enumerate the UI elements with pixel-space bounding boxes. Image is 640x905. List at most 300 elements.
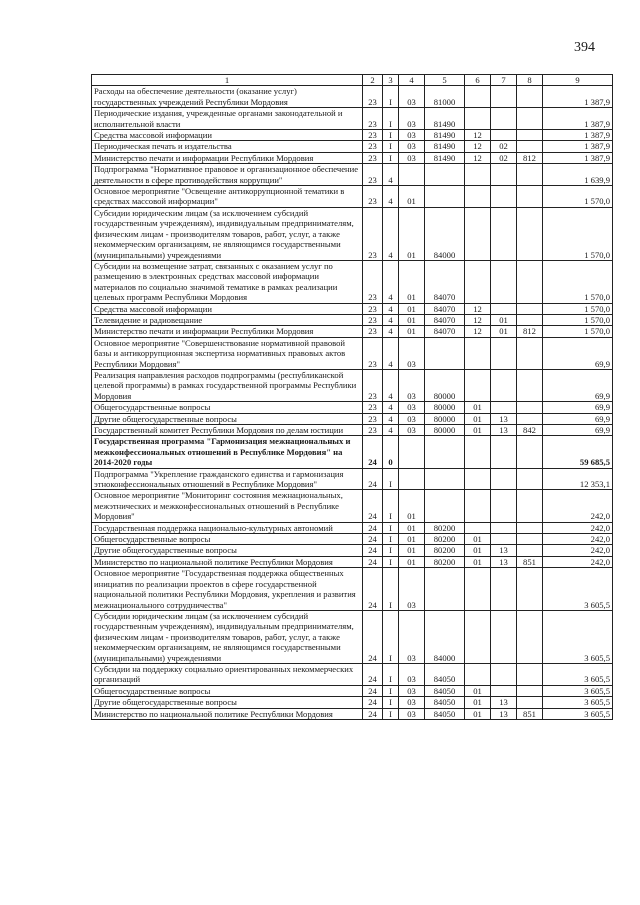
code-ministry: [517, 207, 543, 260]
code-section: 01: [465, 425, 491, 436]
code-program: 23: [363, 402, 383, 413]
amount: 1 387,9: [543, 130, 613, 141]
code-section: [465, 164, 491, 186]
code-subsection: 01: [491, 326, 517, 337]
code-section: [465, 610, 491, 663]
table-row: [92, 260, 613, 303]
code-section: 01: [465, 402, 491, 413]
column-header: 6: [465, 75, 491, 86]
column-header: 4: [399, 75, 425, 86]
code-program: 23: [363, 130, 383, 141]
table-row: [92, 186, 613, 208]
code-activity: 03: [399, 425, 425, 436]
code-ministry: [517, 337, 543, 369]
code-program: 23: [363, 164, 383, 186]
code-direction: 81000: [425, 86, 465, 108]
code-subprogram: I: [383, 610, 399, 663]
row-description: Государственная программа "Гармонизация межнациональных и межконфессиональных отношений в Республике Мордовия" на 2014-2020 годы: [92, 436, 363, 468]
amount: 69,9: [543, 369, 613, 401]
code-ministry: [517, 663, 543, 685]
amount: 1 570,0: [543, 207, 613, 260]
amount: 242,0: [543, 522, 613, 533]
code-activity: [399, 468, 425, 490]
code-program: 23: [363, 326, 383, 337]
column-header: 3: [383, 75, 399, 86]
budget-table: [91, 74, 613, 720]
row-description: Министерство по национальной политике Республики Мордовия: [92, 556, 363, 567]
amount: 3 605,5: [543, 663, 613, 685]
code-activity: 03: [399, 402, 425, 413]
code-activity: 03: [399, 568, 425, 611]
code-subsection: [491, 303, 517, 314]
code-subsection: [491, 260, 517, 303]
code-program: 24: [363, 663, 383, 685]
row-description: Расходы на обеспечение деятельности (оказание услуг) государственных учреждений Республики Мордовия: [92, 86, 363, 108]
code-direction: 84000: [425, 207, 465, 260]
code-subsection: 13: [491, 556, 517, 567]
row-description: Основное мероприятие "Мониторинг состояния межнациональных, межэтнических и межконфессиональных отношений в Республике Мордовия": [92, 490, 363, 522]
row-description: Другие общегосударственные вопросы: [92, 413, 363, 424]
code-section: [465, 568, 491, 611]
code-activity: 01: [399, 260, 425, 303]
row-description: Субсидии на поддержку социально ориентированных некоммерческих организаций: [92, 663, 363, 685]
code-ministry: [517, 186, 543, 208]
amount: 69,9: [543, 425, 613, 436]
row-description: Средства массовой информации: [92, 130, 363, 141]
amount: 1 570,0: [543, 260, 613, 303]
row-description: Подпрограмма "Укрепление гражданского единства и гармонизация этноконфессиональных отношений в Республике Мордовия": [92, 468, 363, 490]
amount: 1 570,0: [543, 326, 613, 337]
code-activity: 01: [399, 326, 425, 337]
code-ministry: 851: [517, 708, 543, 719]
row-description: Основное мероприятие "Государственная поддержка общественных инициатив по реализации проектов в сфере государственной национальной политики Республики Мордовия, укрепления и развития межнационального сотрудничества": [92, 568, 363, 611]
table-row: [92, 697, 613, 708]
code-direction: 84050: [425, 708, 465, 719]
row-description: Периодическая печать и издательства: [92, 141, 363, 152]
code-subsection: 13: [491, 697, 517, 708]
code-direction: [425, 490, 465, 522]
code-program: 23: [363, 314, 383, 325]
code-direction: 81490: [425, 152, 465, 163]
code-direction: [425, 436, 465, 468]
code-program: 23: [363, 141, 383, 152]
code-ministry: 812: [517, 326, 543, 337]
code-direction: 84070: [425, 314, 465, 325]
table-row: [92, 303, 613, 314]
code-direction: 84050: [425, 663, 465, 685]
code-subsection: [491, 490, 517, 522]
table-row: [92, 708, 613, 719]
code-subprogram: I: [383, 534, 399, 545]
amount: 1 570,0: [543, 186, 613, 208]
code-section: [465, 663, 491, 685]
row-description: Субсидии на возмещение затрат, связанных с оказанием услуг по размещению в электронных средствах массовой информации материалов по социально значимой тематике в рамках реализации целевых программ Республики Мордовия: [92, 260, 363, 303]
code-section: 01: [465, 685, 491, 696]
code-activity: 01: [399, 522, 425, 533]
amount: 1 570,0: [543, 314, 613, 325]
code-activity: 03: [399, 663, 425, 685]
page-number: 394: [574, 40, 595, 55]
row-description: Министерство печати и информации Республики Мордовия: [92, 152, 363, 163]
code-ministry: [517, 260, 543, 303]
code-program: 24: [363, 556, 383, 567]
code-subprogram: 4: [383, 314, 399, 325]
amount: 1 387,9: [543, 86, 613, 108]
code-activity: 03: [399, 141, 425, 152]
code-subprogram: I: [383, 130, 399, 141]
amount: 1 639,9: [543, 164, 613, 186]
code-ministry: [517, 86, 543, 108]
code-direction: [425, 468, 465, 490]
code-subprogram: I: [383, 545, 399, 556]
code-ministry: [517, 568, 543, 611]
code-subsection: 13: [491, 425, 517, 436]
code-subsection: [491, 108, 517, 130]
code-activity: 03: [399, 152, 425, 163]
table-row: [92, 337, 613, 369]
code-ministry: [517, 108, 543, 130]
code-ministry: [517, 436, 543, 468]
code-program: 24: [363, 568, 383, 611]
code-section: [465, 468, 491, 490]
code-program: 24: [363, 610, 383, 663]
table-row: [92, 108, 613, 130]
code-direction: 80200: [425, 534, 465, 545]
code-subsection: [491, 130, 517, 141]
code-section: [465, 436, 491, 468]
code-subsection: [491, 685, 517, 696]
code-subsection: [491, 468, 517, 490]
code-subprogram: 4: [383, 186, 399, 208]
code-section: [465, 108, 491, 130]
amount: 1 387,9: [543, 108, 613, 130]
code-section: [465, 522, 491, 533]
code-ministry: [517, 545, 543, 556]
code-direction: 80200: [425, 556, 465, 567]
amount: 3 605,5: [543, 697, 613, 708]
code-activity: 03: [399, 413, 425, 424]
code-subprogram: 4: [383, 260, 399, 303]
code-program: 23: [363, 207, 383, 260]
code-ministry: [517, 369, 543, 401]
table-body: [92, 86, 613, 720]
code-subprogram: 4: [383, 326, 399, 337]
code-subsection: [491, 164, 517, 186]
code-activity: [399, 436, 425, 468]
code-subprogram: 4: [383, 413, 399, 424]
code-section: 01: [465, 534, 491, 545]
code-section: 01: [465, 556, 491, 567]
code-section: 01: [465, 708, 491, 719]
amount: 3 605,5: [543, 685, 613, 696]
row-description: Периодические издания, учрежденные органами законодательной и исполнительной власти: [92, 108, 363, 130]
code-subprogram: 4: [383, 164, 399, 186]
code-direction: 80000: [425, 413, 465, 424]
code-ministry: [517, 164, 543, 186]
code-program: 23: [363, 108, 383, 130]
amount: 3 605,5: [543, 708, 613, 719]
code-program: 23: [363, 86, 383, 108]
code-subsection: [491, 522, 517, 533]
code-program: 23: [363, 337, 383, 369]
code-program: 24: [363, 490, 383, 522]
code-program: 24: [363, 522, 383, 533]
code-direction: 80200: [425, 522, 465, 533]
code-direction: 84000: [425, 610, 465, 663]
table-row: [92, 413, 613, 424]
column-header: 1: [92, 75, 363, 86]
code-subsection: 02: [491, 152, 517, 163]
code-program: 24: [363, 534, 383, 545]
code-section: 12: [465, 303, 491, 314]
row-description: Средства массовой информации: [92, 303, 363, 314]
code-activity: 01: [399, 490, 425, 522]
code-subprogram: I: [383, 490, 399, 522]
code-direction: 81490: [425, 130, 465, 141]
row-description: Подпрограмма "Нормативное правовое и организационное обеспечение деятельности в сфере противодействия коррупции": [92, 164, 363, 186]
code-ministry: [517, 141, 543, 152]
row-description: Основное мероприятие "Освещение антикоррупционной тематики в средствах массовой информации": [92, 186, 363, 208]
code-direction: 84070: [425, 326, 465, 337]
code-section: 12: [465, 130, 491, 141]
code-program: 24: [363, 685, 383, 696]
code-direction: 84070: [425, 303, 465, 314]
code-subprogram: I: [383, 522, 399, 533]
code-activity: [399, 164, 425, 186]
code-direction: 80000: [425, 402, 465, 413]
code-activity: 03: [399, 337, 425, 369]
amount: 242,0: [543, 545, 613, 556]
code-activity: 01: [399, 534, 425, 545]
row-description: Министерство по национальной политике Республики Мордовия: [92, 708, 363, 719]
table-row: [92, 556, 613, 567]
column-header: 9: [543, 75, 613, 86]
code-activity: 01: [399, 545, 425, 556]
code-subsection: [491, 369, 517, 401]
code-subsection: 01: [491, 314, 517, 325]
code-activity: 01: [399, 556, 425, 567]
code-program: 24: [363, 697, 383, 708]
code-ministry: [517, 610, 543, 663]
row-description: Основное мероприятие "Совершенствование нормативной правовой базы и антикоррупционная экспертиза нормативных правовых актов Республики Мордовия": [92, 337, 363, 369]
code-subsection: 02: [491, 141, 517, 152]
code-subprogram: I: [383, 708, 399, 719]
code-ministry: [517, 490, 543, 522]
code-program: 23: [363, 152, 383, 163]
code-direction: 81490: [425, 108, 465, 130]
code-subsection: [491, 186, 517, 208]
amount: 1 387,9: [543, 152, 613, 163]
table-row: [92, 468, 613, 490]
code-program: 23: [363, 369, 383, 401]
code-program: 24: [363, 708, 383, 719]
code-ministry: [517, 413, 543, 424]
code-subsection: 13: [491, 708, 517, 719]
row-description: Субсидии юридическим лицам (за исключением субсидий государственным учреждениям), индивидуальным предпринимателям, физическим лицам - производителям товаров, работ, услуг, а также некоммерческим организациям, не являющимся государственными (муниципальными) учреждениями: [92, 207, 363, 260]
amount: 69,9: [543, 337, 613, 369]
code-subsection: [491, 337, 517, 369]
code-subprogram: I: [383, 152, 399, 163]
table-row: [92, 663, 613, 685]
code-section: [465, 86, 491, 108]
code-program: 23: [363, 425, 383, 436]
code-direction: [425, 337, 465, 369]
code-activity: 03: [399, 108, 425, 130]
code-program: 23: [363, 260, 383, 303]
code-direction: 84070: [425, 260, 465, 303]
table-row: [92, 369, 613, 401]
code-direction: [425, 568, 465, 611]
row-description: Государственный комитет Республики Мордовия по делам юстиции: [92, 425, 363, 436]
code-direction: 80200: [425, 545, 465, 556]
table-row: [92, 130, 613, 141]
code-ministry: 842: [517, 425, 543, 436]
code-ministry: 851: [517, 556, 543, 567]
code-activity: 01: [399, 207, 425, 260]
row-description: Общегосударственные вопросы: [92, 402, 363, 413]
code-program: 23: [363, 186, 383, 208]
table-header-row: [92, 75, 613, 86]
code-section: 01: [465, 697, 491, 708]
row-description: Государственная поддержка национально-культурных автономий: [92, 522, 363, 533]
code-subprogram: 4: [383, 402, 399, 413]
code-subprogram: I: [383, 468, 399, 490]
code-ministry: [517, 130, 543, 141]
code-subsection: 13: [491, 413, 517, 424]
code-subprogram: I: [383, 663, 399, 685]
row-description: Другие общегосударственные вопросы: [92, 545, 363, 556]
code-activity: 03: [399, 610, 425, 663]
code-subprogram: 0: [383, 436, 399, 468]
column-header: 8: [517, 75, 543, 86]
row-description: Другие общегосударственные вопросы: [92, 697, 363, 708]
amount: 59 685,5: [543, 436, 613, 468]
column-header: 2: [363, 75, 383, 86]
amount: 242,0: [543, 556, 613, 567]
code-activity: 03: [399, 130, 425, 141]
code-direction: [425, 186, 465, 208]
code-subsection: 13: [491, 545, 517, 556]
code-direction: 84050: [425, 697, 465, 708]
code-section: 12: [465, 152, 491, 163]
table-row: [92, 326, 613, 337]
table-row: [92, 207, 613, 260]
code-section: 01: [465, 545, 491, 556]
code-ministry: [517, 314, 543, 325]
amount: 1 570,0: [543, 303, 613, 314]
row-description: Министерство печати и информации Республики Мордовия: [92, 326, 363, 337]
code-program: 24: [363, 436, 383, 468]
code-subsection: [491, 610, 517, 663]
table-row: [92, 86, 613, 108]
code-section: 12: [465, 326, 491, 337]
budget-table-container: [91, 74, 612, 720]
code-activity: 03: [399, 697, 425, 708]
code-section: 01: [465, 413, 491, 424]
code-activity: 01: [399, 314, 425, 325]
code-direction: 80000: [425, 369, 465, 401]
amount: 3 605,5: [543, 568, 613, 611]
row-description: Реализация направления расходов подпрограммы (республиканской целевой программы) в рамках государственной программы Республики Мордовия: [92, 369, 363, 401]
code-direction: 80000: [425, 425, 465, 436]
code-subprogram: I: [383, 141, 399, 152]
row-description: Общегосударственные вопросы: [92, 685, 363, 696]
code-direction: 84050: [425, 685, 465, 696]
table-row: [92, 610, 613, 663]
amount: 69,9: [543, 402, 613, 413]
table-row: [92, 522, 613, 533]
code-subprogram: I: [383, 86, 399, 108]
code-direction: [425, 164, 465, 186]
code-subprogram: I: [383, 568, 399, 611]
code-ministry: [517, 534, 543, 545]
row-description: Телевидение и радиовещание: [92, 314, 363, 325]
code-subprogram: I: [383, 697, 399, 708]
code-section: [465, 490, 491, 522]
code-section: [465, 369, 491, 401]
table-row: [92, 534, 613, 545]
amount: 242,0: [543, 490, 613, 522]
amount: 1 387,9: [543, 141, 613, 152]
code-ministry: [517, 303, 543, 314]
code-subsection: [491, 534, 517, 545]
row-description: Общегосударственные вопросы: [92, 534, 363, 545]
table-row: [92, 164, 613, 186]
code-subprogram: 4: [383, 425, 399, 436]
code-section: 12: [465, 314, 491, 325]
code-subsection: [491, 568, 517, 611]
table-row: [92, 545, 613, 556]
table-row: [92, 490, 613, 522]
code-subsection: [491, 86, 517, 108]
code-subsection: [491, 436, 517, 468]
code-subprogram: 4: [383, 207, 399, 260]
column-header: 7: [491, 75, 517, 86]
table-row: [92, 436, 613, 468]
code-program: 24: [363, 545, 383, 556]
code-section: [465, 207, 491, 260]
code-activity: 01: [399, 303, 425, 314]
code-subprogram: 4: [383, 337, 399, 369]
row-description: Субсидии юридическим лицам (за исключением субсидий государственным учреждениям), индивидуальным предпринимателям, физическим лицам - производителям товаров, работ, услуг, а также некоммерческим организациям, не являющимся государственными (муниципальными) учреждениями: [92, 610, 363, 663]
amount: 12 353,1: [543, 468, 613, 490]
table-row: [92, 568, 613, 611]
code-ministry: [517, 402, 543, 413]
code-subprogram: I: [383, 685, 399, 696]
code-section: 12: [465, 141, 491, 152]
table-row: [92, 402, 613, 413]
code-ministry: 812: [517, 152, 543, 163]
code-subsection: [491, 663, 517, 685]
code-activity: 03: [399, 86, 425, 108]
code-section: [465, 337, 491, 369]
code-activity: 03: [399, 708, 425, 719]
code-ministry: [517, 522, 543, 533]
table-row: [92, 314, 613, 325]
code-subsection: [491, 207, 517, 260]
code-subsection: [491, 402, 517, 413]
code-activity: 01: [399, 186, 425, 208]
code-subprogram: 4: [383, 303, 399, 314]
code-subprogram: 4: [383, 369, 399, 401]
table-row: [92, 685, 613, 696]
code-direction: 81490: [425, 141, 465, 152]
code-ministry: [517, 685, 543, 696]
table-row: [92, 141, 613, 152]
table-row: [92, 425, 613, 436]
code-ministry: [517, 697, 543, 708]
amount: 242,0: [543, 534, 613, 545]
